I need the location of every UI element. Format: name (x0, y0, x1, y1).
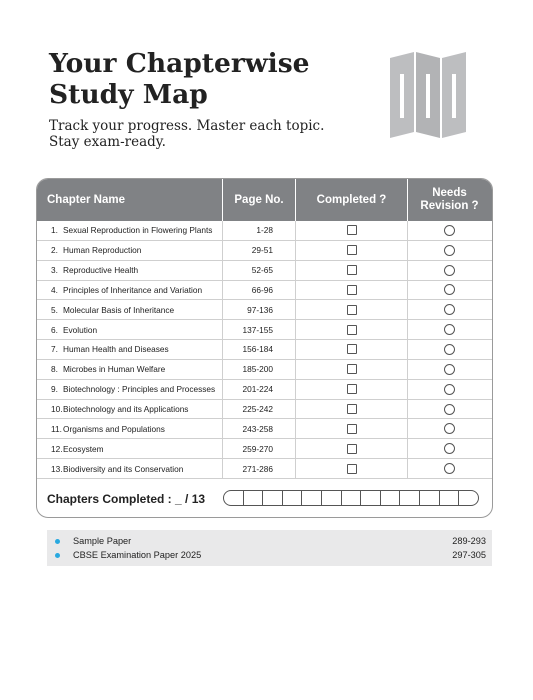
chapter-name: Organisms and Populations (63, 423, 165, 434)
completed-cell (296, 400, 408, 419)
completed-checkbox[interactable] (347, 285, 357, 295)
map-icon (388, 52, 468, 138)
table-header (37, 179, 492, 221)
progress-segment[interactable] (322, 491, 342, 505)
extra-paper-pages: 297-305 (452, 550, 486, 560)
revision-cell (408, 459, 491, 478)
page-range-cell: 185-200 (223, 360, 296, 379)
completed-cell (296, 419, 408, 438)
revision-cell (408, 360, 491, 379)
progress-segment[interactable] (283, 491, 303, 505)
chapter-name-cell (37, 400, 223, 419)
page-range-cell: 225-242 (223, 400, 296, 419)
chapter-number: 2. (51, 245, 58, 256)
page-range-cell: 29-51 (223, 241, 296, 260)
revision-cell (408, 439, 491, 458)
chapter-name-cell (37, 241, 223, 260)
chapter-number: 10. (51, 404, 63, 415)
extra-paper-label: Sample Paper (73, 536, 132, 546)
subtitle-line-2: Stay exam-ready. (49, 134, 166, 150)
chapter-name: Biodiversity and its Conservation (63, 463, 184, 474)
revision-radio[interactable] (444, 384, 455, 395)
revision-radio[interactable] (444, 463, 455, 474)
extra-paper-row (47, 548, 492, 562)
chapter-name: Principles of Inheritance and Variation (63, 284, 203, 295)
progress-segment[interactable] (342, 491, 362, 505)
table-row (37, 419, 492, 439)
completed-checkbox[interactable] (347, 404, 357, 414)
title-line-1: Your Chapterwise (49, 48, 310, 79)
page-range-cell: 52-65 (223, 261, 296, 280)
progress-segment[interactable] (263, 491, 283, 505)
completed-checkbox[interactable] (347, 305, 357, 315)
chapter-name-cell (37, 261, 223, 280)
revision-radio[interactable] (444, 423, 455, 434)
study-map-table (36, 178, 493, 518)
completed-checkbox[interactable] (347, 444, 357, 454)
chapter-number: 12. (51, 443, 63, 454)
page-range-cell: 97-136 (223, 300, 296, 319)
chapter-name-cell (37, 360, 223, 379)
completed-cell (296, 340, 408, 359)
chapters-completed-row (37, 481, 492, 517)
revision-cell (408, 419, 491, 438)
page-range-cell: 271-286 (223, 459, 296, 478)
bullet-icon (55, 539, 60, 544)
completed-checkbox[interactable] (347, 424, 357, 434)
completed-cell (296, 380, 408, 399)
progress-segment[interactable] (381, 491, 401, 505)
revision-header-line-1: Needs (432, 187, 467, 199)
progress-segment[interactable] (302, 491, 322, 505)
table-row (37, 459, 492, 479)
chapter-name: Sexual Reproduction in Flowering Plants (63, 225, 213, 236)
chapter-name-cell (37, 221, 223, 240)
chapter-number: 3. (51, 265, 58, 276)
chapter-name: Microbes in Human Welfare (63, 364, 166, 375)
revision-radio[interactable] (444, 225, 455, 236)
completed-cell (296, 320, 408, 339)
page-range-cell: 156-184 (223, 340, 296, 359)
table-row (37, 439, 492, 459)
revision-radio[interactable] (444, 324, 455, 335)
chapters-completed-label: Chapters Completed : _ / 13 (47, 492, 206, 506)
page-range-cell: 1-28 (223, 221, 296, 240)
revision-cell (408, 221, 491, 240)
table-row (37, 400, 492, 420)
completed-cell (296, 439, 408, 458)
table-row (37, 300, 492, 320)
column-header-page: Page No. (223, 179, 296, 221)
chapter-name-cell (37, 281, 223, 300)
revision-cell (408, 281, 491, 300)
table-row (37, 241, 492, 261)
table-row (37, 340, 492, 360)
completed-cell (296, 300, 408, 319)
page-range-cell: 66-96 (223, 281, 296, 300)
revision-cell (408, 320, 491, 339)
page-range-cell: 201-224 (223, 380, 296, 399)
chapter-name-cell (37, 419, 223, 438)
revision-cell (408, 400, 491, 419)
extra-paper-label: CBSE Examination Paper 2025 (73, 550, 202, 560)
chapter-name-cell (37, 300, 223, 319)
chapter-name: Human Reproduction (63, 245, 142, 256)
revision-cell (408, 261, 491, 280)
chapter-number: 6. (51, 324, 58, 335)
completed-checkbox[interactable] (347, 364, 357, 374)
completed-cell (296, 261, 408, 280)
chapter-name-cell (37, 380, 223, 399)
extra-paper-row (47, 534, 492, 548)
table-row (37, 261, 492, 281)
chapter-name: Reproductive Health (63, 265, 139, 276)
completed-cell (296, 241, 408, 260)
progress-segment[interactable] (440, 491, 460, 505)
revision-cell (408, 340, 491, 359)
page-range-cell: 243-258 (223, 419, 296, 438)
table-row (37, 380, 492, 400)
revision-radio[interactable] (444, 344, 455, 355)
page-range-cell: 137-155 (223, 320, 296, 339)
progress-segment[interactable] (459, 491, 478, 505)
chapter-name: Biotechnology : Principles and Processes (63, 384, 216, 395)
chapter-number: 8. (51, 364, 58, 375)
table-row (37, 360, 492, 380)
revision-radio[interactable] (444, 284, 455, 295)
bullet-icon (55, 553, 60, 558)
subtitle-line-1: Track your progress. Master each topic. (49, 118, 325, 134)
page-title (49, 48, 310, 110)
completed-checkbox[interactable] (347, 464, 357, 474)
completed-checkbox[interactable] (347, 325, 357, 335)
chapter-name: Molecular Basis of Inheritance (63, 304, 175, 315)
completed-cell (296, 221, 408, 240)
chapter-name: Human Health and Diseases (63, 344, 169, 355)
completed-checkbox[interactable] (347, 265, 357, 275)
revision-radio[interactable] (444, 404, 455, 415)
chapter-number: 7. (51, 344, 58, 355)
column-header-revision (408, 179, 491, 221)
revision-cell (408, 241, 491, 260)
revision-radio[interactable] (444, 245, 455, 256)
chapter-number: 11. (51, 423, 62, 434)
chapter-number: 4. (51, 284, 58, 295)
chapter-number: 9. (51, 384, 58, 395)
chapter-name: Ecosystem (63, 443, 104, 454)
progress-segment[interactable] (361, 491, 381, 505)
chapter-name: Evolution (63, 324, 98, 335)
table-row (37, 281, 492, 301)
column-header-chapter: Chapter Name (37, 179, 223, 221)
chapter-number: 5. (51, 304, 58, 315)
revision-radio[interactable] (444, 443, 455, 454)
table-row (37, 221, 492, 241)
subtitle (49, 118, 324, 150)
progress-segment[interactable] (244, 491, 264, 505)
title-line-2: Study Map (49, 79, 208, 110)
table-row (37, 320, 492, 340)
progress-segment[interactable] (400, 491, 420, 505)
completed-checkbox[interactable] (347, 225, 357, 235)
chapter-number: 1. (51, 225, 58, 236)
extra-paper-pages: 289-293 (452, 536, 486, 546)
chapter-name-cell (37, 439, 223, 458)
progress-segment[interactable] (420, 491, 440, 505)
chapter-number: 13. (51, 463, 63, 474)
completed-checkbox[interactable] (347, 344, 357, 354)
chapter-name-cell (37, 320, 223, 339)
completed-cell (296, 281, 408, 300)
revision-header-line-2: Revision ? (420, 200, 479, 212)
revision-radio[interactable] (444, 364, 455, 375)
column-header-completed: Completed ? (296, 179, 408, 221)
table-body (37, 221, 492, 479)
chapter-name: Biotechnology and its Applications (63, 404, 189, 415)
extra-papers (47, 530, 492, 566)
completed-cell (296, 360, 408, 379)
completed-checkbox[interactable] (347, 245, 357, 255)
revision-radio[interactable] (444, 265, 455, 276)
progress-tracker (223, 490, 479, 506)
revision-cell (408, 380, 491, 399)
page-range-cell: 259-270 (223, 439, 296, 458)
revision-cell (408, 300, 491, 319)
completed-cell (296, 459, 408, 478)
progress-segment[interactable] (224, 491, 244, 505)
chapter-name-cell (37, 459, 223, 478)
chapter-name-cell (37, 340, 223, 359)
revision-radio[interactable] (444, 304, 455, 315)
completed-checkbox[interactable] (347, 384, 357, 394)
